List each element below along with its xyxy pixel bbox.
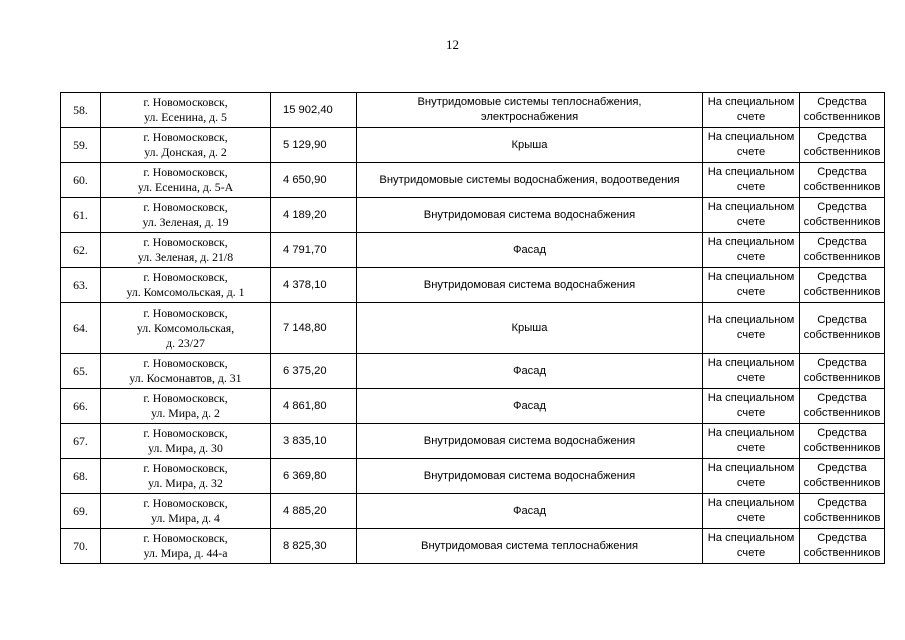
work-type-cell-line: Фасад bbox=[512, 364, 547, 377]
row-number-cell: 70. bbox=[61, 529, 101, 564]
fund-method-cell-line: счете bbox=[736, 477, 766, 489]
fund-method-cell bbox=[703, 128, 800, 163]
amount-cell: 6 369,80 bbox=[271, 459, 357, 494]
table-row bbox=[61, 303, 885, 354]
funding-source-cell-line: собственников bbox=[803, 181, 881, 193]
fund-method-cell bbox=[703, 93, 800, 128]
address-cell bbox=[101, 424, 271, 459]
work-type-cell-line: Внутридомовые системы теплоснабжения, bbox=[417, 96, 642, 108]
fund-method-cell bbox=[703, 268, 800, 303]
address-cell bbox=[101, 529, 271, 564]
address-cell-line: д. 23/27 bbox=[166, 335, 205, 350]
work-type-cell bbox=[357, 529, 703, 564]
work-type-cell bbox=[357, 128, 703, 163]
fund-method-cell-line: На специальном bbox=[707, 532, 795, 544]
fund-method-cell-line: На специальном bbox=[707, 96, 795, 108]
address-cell-line: ул. Зеленая, д. 21/8 bbox=[137, 250, 234, 264]
registry-table-body bbox=[61, 93, 885, 564]
address-cell-line: ул. Мира, д. 2 bbox=[151, 406, 220, 420]
funding-source-cell-line: Средства bbox=[817, 392, 867, 404]
funding-source-cell bbox=[800, 198, 885, 233]
funding-source-cell bbox=[800, 303, 885, 354]
funding-source-cell-line: собственников bbox=[803, 329, 881, 341]
funding-source-cell-line: Средства bbox=[817, 314, 867, 326]
fund-method-cell bbox=[703, 233, 800, 268]
address-cell-line: ул. Комсомольская, д. 1 bbox=[126, 285, 245, 299]
work-type-cell bbox=[357, 233, 703, 268]
fund-method-cell-line: счете bbox=[736, 329, 766, 341]
address-cell bbox=[101, 268, 271, 303]
fund-method-cell bbox=[703, 529, 800, 564]
amount-cell: 4 861,80 bbox=[271, 389, 357, 424]
row-number-cell: 60. bbox=[61, 163, 101, 198]
work-type-cell-line: Фасад bbox=[512, 399, 547, 412]
address-cell-line: г. Новомосковск, bbox=[143, 270, 228, 284]
address-cell-line: ул. Зеленая, д. 19 bbox=[142, 215, 229, 229]
work-type-cell bbox=[357, 494, 703, 529]
amount-cell: 4 650,90 bbox=[271, 163, 357, 198]
fund-method-cell-line: На специальном bbox=[707, 462, 795, 474]
address-cell-line: ул. Мира, д. 4 bbox=[151, 511, 220, 525]
row-number-cell: 59. bbox=[61, 128, 101, 163]
row-number-cell: 58. bbox=[61, 93, 101, 128]
funding-source-cell bbox=[800, 389, 885, 424]
row-number-cell: 66. bbox=[61, 389, 101, 424]
row-number-cell: 62. bbox=[61, 233, 101, 268]
address-cell-line: г. Новомосковск, bbox=[143, 426, 228, 440]
funding-source-cell bbox=[800, 459, 885, 494]
funding-source-cell-line: Средства bbox=[817, 271, 867, 283]
fund-method-cell-line: счете bbox=[736, 512, 766, 524]
work-type-cell bbox=[357, 198, 703, 233]
table-row bbox=[61, 529, 885, 564]
work-type-cell bbox=[357, 268, 703, 303]
row-number-cell: 67. bbox=[61, 424, 101, 459]
funding-source-cell-line: собственников bbox=[803, 547, 881, 559]
address-cell-line: ул. Есенина, д. 5-А bbox=[137, 180, 234, 194]
fund-method-cell-line: На специальном bbox=[707, 427, 795, 439]
work-type-cell-line: Внутридомовая система теплоснабжения bbox=[421, 539, 638, 552]
funding-source-cell bbox=[800, 494, 885, 529]
work-type-cell-line: Внутридомовая система водоснабжения bbox=[423, 434, 636, 447]
amount-cell: 4 189,20 bbox=[271, 198, 357, 233]
address-cell-line: ул. Мира, д. 30 bbox=[148, 441, 223, 455]
funding-source-cell bbox=[800, 354, 885, 389]
funding-source-cell bbox=[800, 268, 885, 303]
row-number-cell: 69. bbox=[61, 494, 101, 529]
funding-source-cell-line: Средства bbox=[817, 357, 867, 369]
address-cell-line: г. Новомосковск, bbox=[143, 356, 228, 370]
amount-cell: 4 791,70 bbox=[271, 233, 357, 268]
address-cell-line: г. Новомосковск, bbox=[143, 200, 228, 214]
work-type-cell-line: Внутридомовая система водоснабжения bbox=[423, 208, 636, 221]
address-cell-line: ул. Донская, д. 2 bbox=[144, 145, 227, 159]
funding-source-cell-line: собственников bbox=[803, 407, 881, 419]
work-type-cell bbox=[357, 163, 703, 198]
row-number-cell: 61. bbox=[61, 198, 101, 233]
funding-source-cell bbox=[800, 529, 885, 564]
work-type-cell-line: Внутридомовые системы водоснабжения, водоотведения bbox=[379, 173, 680, 186]
fund-method-cell-line: счете bbox=[736, 181, 766, 193]
address-cell-line: ул. Мира, д. 44-а bbox=[143, 546, 228, 560]
funding-source-cell bbox=[800, 93, 885, 128]
work-type-cell-line: электроснабжения bbox=[480, 111, 579, 123]
table-row bbox=[61, 354, 885, 389]
fund-method-cell-line: На специальном bbox=[707, 314, 795, 326]
fund-method-cell bbox=[703, 198, 800, 233]
funding-source-cell-line: собственников bbox=[803, 216, 881, 228]
funding-source-cell-line: Средства bbox=[817, 201, 867, 213]
funding-source-cell-line: собственников bbox=[803, 146, 881, 158]
funding-source-cell-line: Средства bbox=[817, 166, 867, 178]
address-cell bbox=[101, 128, 271, 163]
amount-cell: 8 825,30 bbox=[271, 529, 357, 564]
work-type-cell-line: Внутридомовая система водоснабжения bbox=[423, 469, 636, 482]
funding-source-cell-line: Средства bbox=[817, 236, 867, 248]
work-type-cell bbox=[357, 424, 703, 459]
table-row bbox=[61, 128, 885, 163]
fund-method-cell-line: На специальном bbox=[707, 357, 795, 369]
table-row bbox=[61, 389, 885, 424]
funding-source-cell-line: собственников bbox=[803, 251, 881, 263]
address-cell bbox=[101, 459, 271, 494]
address-cell bbox=[101, 354, 271, 389]
table-row bbox=[61, 494, 885, 529]
table-row bbox=[61, 198, 885, 233]
table-row bbox=[61, 163, 885, 198]
fund-method-cell-line: На специальном bbox=[707, 271, 795, 283]
fund-method-cell-line: На специальном bbox=[707, 201, 795, 213]
fund-method-cell-line: На специальном bbox=[707, 392, 795, 404]
fund-method-cell-line: счете bbox=[736, 547, 766, 559]
funding-source-cell bbox=[800, 163, 885, 198]
funding-source-cell-line: собственников bbox=[803, 442, 881, 454]
address-cell-line: г. Новомосковск, bbox=[143, 165, 228, 179]
address-cell-line: ул. Есенина, д. 5 bbox=[144, 110, 227, 124]
funding-source-cell-line: собственников bbox=[803, 111, 881, 123]
work-type-cell bbox=[357, 389, 703, 424]
address-cell bbox=[101, 198, 271, 233]
address-cell-line: г. Новомосковск, bbox=[143, 130, 228, 144]
amount-cell: 15 902,40 bbox=[271, 93, 357, 128]
fund-method-cell bbox=[703, 163, 800, 198]
fund-method-cell bbox=[703, 354, 800, 389]
address-cell-line: г. Новомосковск, bbox=[143, 95, 228, 109]
fund-method-cell bbox=[703, 303, 800, 354]
funding-source-cell-line: Средства bbox=[817, 131, 867, 143]
funding-source-cell-line: Средства bbox=[817, 462, 867, 474]
page-number: 12 bbox=[446, 37, 459, 52]
address-cell bbox=[101, 233, 271, 268]
work-type-cell-line: Крыша bbox=[511, 138, 548, 151]
funding-source-cell bbox=[800, 424, 885, 459]
address-cell-line: г. Новомосковск, bbox=[143, 531, 228, 545]
address-cell-line: г. Новомосковск, bbox=[143, 461, 228, 475]
registry-table bbox=[60, 92, 885, 564]
funding-source-cell-line: Средства bbox=[817, 96, 867, 108]
funding-source-cell-line: собственников bbox=[803, 286, 881, 298]
work-type-cell-line: Внутридомовая система водоснабжения bbox=[423, 278, 636, 291]
address-cell bbox=[101, 389, 271, 424]
amount-cell: 5 129,90 bbox=[271, 128, 357, 163]
fund-method-cell-line: счете bbox=[736, 146, 766, 158]
table-row bbox=[61, 93, 885, 128]
fund-method-cell-line: На специальном bbox=[707, 131, 795, 143]
funding-source-cell-line: собственников bbox=[803, 372, 881, 384]
fund-method-cell bbox=[703, 494, 800, 529]
fund-method-cell-line: счете bbox=[736, 407, 766, 419]
amount-cell: 3 835,10 bbox=[271, 424, 357, 459]
work-type-cell bbox=[357, 459, 703, 494]
funding-source-cell bbox=[800, 233, 885, 268]
fund-method-cell-line: счете bbox=[736, 372, 766, 384]
fund-method-cell-line: На специальном bbox=[707, 497, 795, 509]
address-cell bbox=[101, 494, 271, 529]
table-row bbox=[61, 233, 885, 268]
work-type-cell-line: Фасад bbox=[512, 504, 547, 517]
row-number-cell: 65. bbox=[61, 354, 101, 389]
address-cell bbox=[101, 303, 271, 354]
fund-method-cell-line: На специальном bbox=[707, 166, 795, 178]
work-type-cell bbox=[357, 354, 703, 389]
work-type-cell-line: Фасад bbox=[512, 243, 547, 256]
fund-method-cell-line: счете bbox=[736, 251, 766, 263]
fund-method-cell bbox=[703, 459, 800, 494]
address-cell-line: г. Новомосковск, bbox=[143, 391, 228, 405]
address-cell-line: г. Новомосковск, bbox=[143, 305, 228, 320]
work-type-cell bbox=[357, 93, 703, 128]
row-number-cell: 64. bbox=[61, 303, 101, 354]
amount-cell: 7 148,80 bbox=[271, 303, 357, 354]
fund-method-cell bbox=[703, 389, 800, 424]
fund-method-cell bbox=[703, 424, 800, 459]
row-number-cell: 63. bbox=[61, 268, 101, 303]
funding-source-cell-line: собственников bbox=[803, 477, 881, 489]
address-cell bbox=[101, 163, 271, 198]
work-type-cell-line: Крыша bbox=[511, 321, 548, 334]
address-cell bbox=[101, 93, 271, 128]
table-row bbox=[61, 268, 885, 303]
amount-cell: 6 375,20 bbox=[271, 354, 357, 389]
fund-method-cell-line: На специальном bbox=[707, 236, 795, 248]
amount-cell: 4 378,10 bbox=[271, 268, 357, 303]
address-cell-line: г. Новомосковск, bbox=[143, 496, 228, 510]
work-type-cell bbox=[357, 303, 703, 354]
fund-method-cell-line: счете bbox=[736, 111, 766, 123]
funding-source-cell bbox=[800, 128, 885, 163]
funding-source-cell-line: собственников bbox=[803, 512, 881, 524]
table-row bbox=[61, 459, 885, 494]
funding-source-cell-line: Средства bbox=[817, 497, 867, 509]
fund-method-cell-line: счете bbox=[736, 442, 766, 454]
row-number-cell: 68. bbox=[61, 459, 101, 494]
address-cell-line: ул. Комсомольская, bbox=[136, 320, 235, 335]
table-row bbox=[61, 424, 885, 459]
amount-cell: 4 885,20 bbox=[271, 494, 357, 529]
address-cell-line: ул. Космонавтов, д. 31 bbox=[129, 371, 242, 385]
funding-source-cell-line: Средства bbox=[817, 532, 867, 544]
address-cell-line: г. Новомосковск, bbox=[143, 235, 228, 249]
fund-method-cell-line: счете bbox=[736, 216, 766, 228]
funding-source-cell-line: Средства bbox=[817, 427, 867, 439]
address-cell-line: ул. Мира, д. 32 bbox=[148, 476, 223, 490]
fund-method-cell-line: счете bbox=[736, 286, 766, 298]
